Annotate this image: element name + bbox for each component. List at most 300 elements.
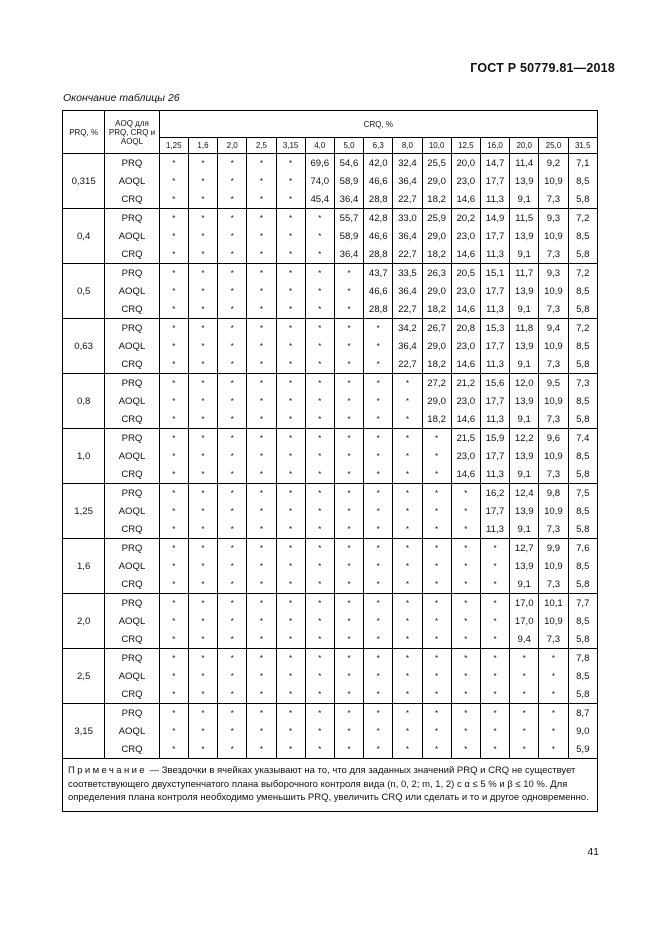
value-cell: * [480, 685, 509, 704]
value-cell: * [393, 667, 422, 685]
value-cell: 21,2 [451, 374, 480, 393]
standard-designation: ГОСТ Р 50779.81—2018 [470, 61, 615, 75]
value-cell: * [451, 484, 480, 503]
value-cell: * [276, 502, 305, 520]
row-label: PRQ [105, 374, 159, 393]
value-cell: * [247, 447, 276, 465]
row-label: AOQL [105, 337, 159, 355]
table-row [63, 685, 598, 704]
value-cell: * [188, 685, 217, 704]
row-label: CRQ [105, 410, 159, 429]
value-cell: * [364, 740, 393, 759]
value-cell: * [393, 557, 422, 575]
value-cell: * [159, 722, 188, 740]
value-cell: * [393, 429, 422, 448]
value-cell: * [159, 447, 188, 465]
value-cell: 8,5 [568, 612, 597, 630]
value-cell: * [422, 429, 451, 448]
value-cell: * [188, 740, 217, 759]
value-cell: * [188, 319, 217, 338]
crq-value-header: 6,3 [364, 138, 393, 154]
value-cell: * [188, 539, 217, 558]
value-cell: 18,2 [422, 300, 451, 319]
value-cell: 29,0 [422, 392, 451, 410]
value-cell: 46,6 [364, 282, 393, 300]
value-cell: 15,9 [480, 429, 509, 448]
crq-value-header: 2,5 [247, 138, 276, 154]
value-cell: * [334, 594, 363, 613]
table-row [63, 722, 598, 740]
value-cell: * [480, 557, 509, 575]
value-cell: 28,8 [364, 190, 393, 209]
value-cell: * [393, 685, 422, 704]
value-cell: * [364, 704, 393, 723]
value-cell: 7,2 [568, 264, 597, 283]
prq-group-cell: 1,6 [63, 539, 105, 594]
value-cell: * [305, 300, 334, 319]
value-cell: * [276, 209, 305, 228]
value-cell: 29,0 [422, 282, 451, 300]
value-cell: * [218, 630, 247, 649]
value-cell: 20,0 [451, 154, 480, 173]
value-cell: 17,7 [480, 502, 509, 520]
value-cell: * [334, 740, 363, 759]
value-cell: * [159, 300, 188, 319]
data-table [62, 110, 598, 812]
value-cell: * [276, 282, 305, 300]
value-cell: * [188, 374, 217, 393]
row-label: PRQ [105, 649, 159, 668]
value-cell: * [422, 557, 451, 575]
value-cell: 5,9 [568, 740, 597, 759]
value-cell: * [276, 429, 305, 448]
value-cell: * [364, 575, 393, 594]
value-cell: 43,7 [364, 264, 393, 283]
value-cell: * [247, 429, 276, 448]
value-cell: * [305, 245, 334, 264]
value-cell: 13,9 [510, 172, 539, 190]
value-cell: * [364, 355, 393, 374]
value-cell: 8,5 [568, 502, 597, 520]
table-row [63, 209, 598, 228]
value-cell: * [159, 190, 188, 209]
value-cell: 9,1 [510, 355, 539, 374]
table-row [63, 300, 598, 319]
value-cell: * [364, 465, 393, 484]
value-cell: * [188, 575, 217, 594]
value-cell: * [247, 465, 276, 484]
table-row [63, 520, 598, 539]
value-cell: * [218, 154, 247, 173]
value-cell: 46,6 [364, 172, 393, 190]
value-cell: 14,6 [451, 355, 480, 374]
value-cell: 7,4 [568, 429, 597, 448]
value-cell: 10,9 [539, 447, 568, 465]
value-cell: * [393, 447, 422, 465]
value-cell: 8,5 [568, 392, 597, 410]
value-cell: 22,7 [393, 190, 422, 209]
value-cell: * [276, 374, 305, 393]
table-row [63, 172, 598, 190]
value-cell: * [364, 484, 393, 503]
value-cell: * [480, 594, 509, 613]
value-cell: * [334, 539, 363, 558]
row-label: AOQL [105, 722, 159, 740]
crq-value-header: 10,0 [422, 138, 451, 154]
prq-group-cell: 2,5 [63, 649, 105, 704]
table-row [63, 392, 598, 410]
value-cell: 5,8 [568, 355, 597, 374]
value-cell: * [393, 520, 422, 539]
value-cell: * [218, 649, 247, 668]
value-cell: * [305, 594, 334, 613]
value-cell: 17,7 [480, 227, 509, 245]
value-cell: * [539, 704, 568, 723]
value-cell: * [276, 575, 305, 594]
value-cell: 14,6 [451, 245, 480, 264]
value-cell: 8,7 [568, 704, 597, 723]
value-cell: * [247, 172, 276, 190]
value-cell: 22,7 [393, 355, 422, 374]
value-cell: * [276, 172, 305, 190]
value-cell: * [510, 722, 539, 740]
value-cell: * [393, 374, 422, 393]
value-cell: 17,0 [510, 594, 539, 613]
value-cell: * [159, 209, 188, 228]
value-cell: 7,3 [539, 520, 568, 539]
row-label: PRQ [105, 319, 159, 338]
value-cell: 20,8 [451, 319, 480, 338]
value-cell: 10,9 [539, 392, 568, 410]
value-cell: 9,1 [510, 300, 539, 319]
value-cell: * [334, 502, 363, 520]
crq-value-header: 4,0 [305, 138, 334, 154]
value-cell: 11,3 [480, 300, 509, 319]
value-cell: * [364, 502, 393, 520]
value-cell: * [539, 685, 568, 704]
prq-group-cell: 1,0 [63, 429, 105, 484]
value-cell: * [422, 704, 451, 723]
value-cell: * [393, 630, 422, 649]
value-cell: 15,1 [480, 264, 509, 283]
value-cell: 8,5 [568, 282, 597, 300]
value-cell: * [247, 612, 276, 630]
value-cell: * [218, 410, 247, 429]
value-cell: 10,9 [539, 502, 568, 520]
value-cell: * [364, 649, 393, 668]
value-cell: * [247, 209, 276, 228]
value-cell: * [188, 355, 217, 374]
value-cell: * [218, 740, 247, 759]
value-cell: 12,0 [510, 374, 539, 393]
value-cell: * [188, 557, 217, 575]
value-cell: 23,0 [451, 447, 480, 465]
value-cell: * [247, 685, 276, 704]
value-cell: * [510, 704, 539, 723]
table-row [63, 337, 598, 355]
row-label: CRQ [105, 190, 159, 209]
prq-group-cell: 0,4 [63, 209, 105, 264]
value-cell: * [188, 282, 217, 300]
value-cell: * [188, 429, 217, 448]
value-cell: * [247, 667, 276, 685]
value-cell: * [393, 649, 422, 668]
value-cell: * [218, 575, 247, 594]
value-cell: * [159, 465, 188, 484]
table-row [63, 539, 598, 558]
value-cell: * [247, 319, 276, 338]
value-cell: 7,1 [568, 154, 597, 173]
value-cell: 9,4 [539, 319, 568, 338]
value-cell: * [393, 612, 422, 630]
prq-group-cell: 0,315 [63, 154, 105, 209]
value-cell: * [218, 520, 247, 539]
value-cell: * [364, 594, 393, 613]
value-cell: * [276, 227, 305, 245]
crq-value-header: 1,6 [188, 138, 217, 154]
value-cell: * [159, 575, 188, 594]
value-cell: * [334, 667, 363, 685]
value-cell: * [422, 612, 451, 630]
value-cell: * [480, 722, 509, 740]
row-label: AOQL [105, 557, 159, 575]
value-cell: 22,7 [393, 300, 422, 319]
value-cell: 9,1 [510, 575, 539, 594]
value-cell: * [247, 649, 276, 668]
table-row [63, 630, 598, 649]
value-cell: 8,5 [568, 172, 597, 190]
value-cell: * [218, 722, 247, 740]
value-cell: 9,2 [539, 154, 568, 173]
row-label: CRQ [105, 300, 159, 319]
value-cell: 5,8 [568, 190, 597, 209]
crq-value-header: 16,0 [480, 138, 509, 154]
row-label: PRQ [105, 209, 159, 228]
value-cell: * [451, 520, 480, 539]
value-cell: * [159, 557, 188, 575]
table-row [63, 447, 598, 465]
value-cell: * [218, 484, 247, 503]
value-cell: * [422, 484, 451, 503]
value-cell: 29,0 [422, 337, 451, 355]
value-cell: * [247, 539, 276, 558]
value-cell: 9,0 [568, 722, 597, 740]
value-cell: * [305, 227, 334, 245]
value-cell: 11,3 [480, 465, 509, 484]
value-cell: 9,6 [539, 429, 568, 448]
value-cell: * [334, 447, 363, 465]
value-cell: 11,3 [480, 355, 509, 374]
value-cell: * [305, 520, 334, 539]
value-cell: * [305, 685, 334, 704]
value-cell: * [218, 685, 247, 704]
row-label: CRQ [105, 575, 159, 594]
value-cell: 10,1 [539, 594, 568, 613]
value-cell: * [218, 374, 247, 393]
value-cell: * [334, 630, 363, 649]
value-cell: 18,2 [422, 190, 451, 209]
value-cell: * [188, 245, 217, 264]
value-cell: * [159, 667, 188, 685]
value-cell: * [188, 630, 217, 649]
value-cell: * [218, 300, 247, 319]
value-cell: 28,8 [364, 245, 393, 264]
prq-group-cell: 0,8 [63, 374, 105, 429]
value-cell: * [334, 300, 363, 319]
row-label: PRQ [105, 594, 159, 613]
value-cell: * [334, 355, 363, 374]
row-label: CRQ [105, 355, 159, 374]
value-cell: 9,1 [510, 190, 539, 209]
value-cell: * [247, 337, 276, 355]
value-cell: * [218, 337, 247, 355]
value-cell: 13,9 [510, 337, 539, 355]
value-cell: 17,7 [480, 282, 509, 300]
value-cell: 15,3 [480, 319, 509, 338]
value-cell: * [188, 447, 217, 465]
value-cell: * [393, 704, 422, 723]
value-cell: * [305, 282, 334, 300]
value-cell: * [480, 704, 509, 723]
value-cell: * [334, 520, 363, 539]
value-cell: 8,5 [568, 667, 597, 685]
value-cell: * [305, 612, 334, 630]
value-cell: 7,5 [568, 484, 597, 503]
value-cell: * [218, 594, 247, 613]
crq-value-header: 5,0 [334, 138, 363, 154]
value-cell: * [218, 502, 247, 520]
value-cell: * [364, 539, 393, 558]
value-cell: 8,5 [568, 447, 597, 465]
value-cell: * [451, 594, 480, 613]
value-cell: 5,8 [568, 410, 597, 429]
value-cell: * [364, 557, 393, 575]
value-cell: 13,9 [510, 227, 539, 245]
value-cell: 8,5 [568, 557, 597, 575]
value-cell: * [305, 704, 334, 723]
value-cell: 20,2 [451, 209, 480, 228]
value-cell: * [188, 300, 217, 319]
value-cell: 9,1 [510, 465, 539, 484]
value-cell: * [247, 722, 276, 740]
value-cell: * [480, 740, 509, 759]
row-label: CRQ [105, 465, 159, 484]
value-cell: 23,0 [451, 392, 480, 410]
value-cell: * [334, 649, 363, 668]
value-cell: 36,4 [334, 190, 363, 209]
value-cell: 33,5 [393, 264, 422, 283]
value-cell: 36,4 [393, 337, 422, 355]
row-label: PRQ [105, 154, 159, 173]
value-cell: * [188, 392, 217, 410]
value-cell: * [276, 300, 305, 319]
row-label: AOQL [105, 612, 159, 630]
value-cell: * [334, 484, 363, 503]
value-cell: * [218, 209, 247, 228]
table-row [63, 245, 598, 264]
value-cell: 11,3 [480, 410, 509, 429]
crq-value-header: 20,0 [510, 138, 539, 154]
value-cell: * [247, 575, 276, 594]
value-cell: * [247, 410, 276, 429]
value-cell: 23,0 [451, 337, 480, 355]
value-cell: * [247, 154, 276, 173]
value-cell: * [247, 630, 276, 649]
value-cell: 11,5 [510, 209, 539, 228]
value-cell: 14,6 [451, 410, 480, 429]
value-cell: * [364, 337, 393, 355]
value-cell: * [188, 667, 217, 685]
value-cell: 10,9 [539, 337, 568, 355]
value-cell: * [276, 154, 305, 173]
value-cell: * [159, 392, 188, 410]
value-cell: * [334, 575, 363, 594]
value-cell: * [218, 282, 247, 300]
value-cell: * [334, 264, 363, 283]
value-cell: * [334, 722, 363, 740]
table-row [63, 484, 598, 503]
value-cell: * [159, 520, 188, 539]
value-cell: * [276, 465, 305, 484]
value-cell: * [451, 630, 480, 649]
value-cell: 11,4 [510, 154, 539, 173]
value-cell: * [393, 392, 422, 410]
value-cell: * [276, 704, 305, 723]
value-cell: * [393, 575, 422, 594]
value-cell: * [276, 410, 305, 429]
value-cell: 8,5 [568, 227, 597, 245]
value-cell: 36,4 [393, 172, 422, 190]
value-cell: 27,2 [422, 374, 451, 393]
value-cell: 7,7 [568, 594, 597, 613]
value-cell: * [422, 447, 451, 465]
value-cell: * [539, 722, 568, 740]
value-cell: * [393, 740, 422, 759]
table-row [63, 355, 598, 374]
value-cell: * [305, 722, 334, 740]
row-label: PRQ [105, 264, 159, 283]
value-cell: 9,4 [510, 630, 539, 649]
value-cell: * [334, 557, 363, 575]
value-cell: * [218, 704, 247, 723]
value-cell: 17,7 [480, 392, 509, 410]
value-cell: * [334, 392, 363, 410]
value-cell: * [364, 410, 393, 429]
value-cell: * [159, 649, 188, 668]
value-cell: * [334, 612, 363, 630]
value-cell: * [247, 190, 276, 209]
value-cell: * [159, 539, 188, 558]
value-cell: 7,3 [539, 410, 568, 429]
value-cell: * [218, 465, 247, 484]
value-cell: 69,6 [305, 154, 334, 173]
value-cell: * [305, 319, 334, 338]
value-cell: 9,3 [539, 264, 568, 283]
value-cell: 36,4 [393, 282, 422, 300]
value-cell: 13,9 [510, 502, 539, 520]
value-cell: 14,6 [451, 190, 480, 209]
value-cell: 14,9 [480, 209, 509, 228]
header-crq: CRQ, % [159, 111, 597, 138]
value-cell: 11,7 [510, 264, 539, 283]
value-cell: * [422, 539, 451, 558]
value-cell: 20,5 [451, 264, 480, 283]
value-cell: * [188, 465, 217, 484]
value-cell: 11,3 [480, 245, 509, 264]
value-cell: * [159, 374, 188, 393]
value-cell: 7,3 [539, 355, 568, 374]
value-cell: * [364, 447, 393, 465]
